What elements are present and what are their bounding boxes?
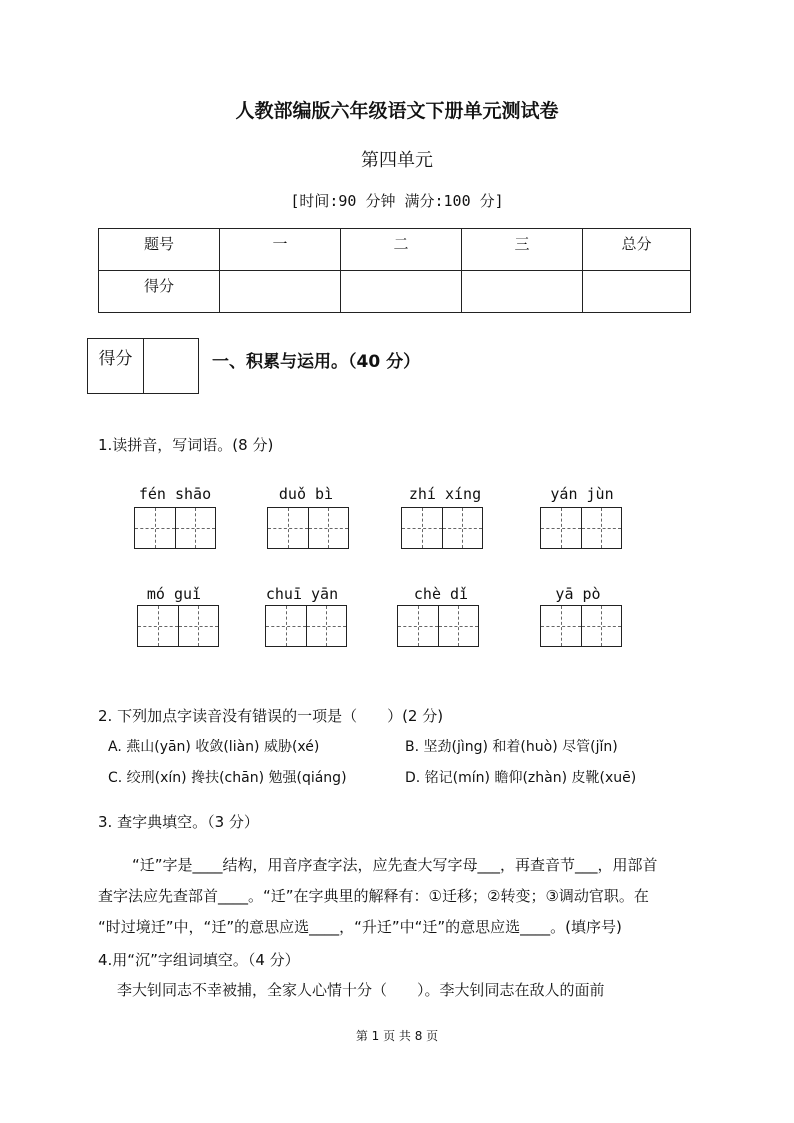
table-row: [99, 271, 691, 313]
question-3: 3. 查字典填空。（3 分）: [98, 813, 259, 831]
section-title: 一、积累与运用。（40 分）: [212, 352, 421, 372]
writing-grid[interactable]: [137, 605, 219, 647]
q3-line: “迁”字是____结构，用音序查字法，应先查大写字母___，再查音节___，用部首: [132, 856, 658, 874]
table-cell: 一: [220, 229, 341, 271]
option-d[interactable]: D. 铭记(mín) 瞻仰(zhàn) 皮靴(xuē): [405, 770, 637, 786]
section-score-label: 得分: [88, 339, 144, 393]
pinyin-label: yā pò: [555, 585, 601, 603]
page-number: 第 1 页 共 8 页: [355, 1029, 439, 1043]
option-c[interactable]: C. 绞刑(xín) 搀扶(chān) 勉强(qiáng): [108, 770, 347, 786]
writing-grid[interactable]: [540, 507, 622, 549]
question-4: 4.用“沉”字组词填空。（4 分）: [98, 951, 300, 969]
pinyin-label: fén shāo: [138, 485, 212, 503]
option-a[interactable]: A. 燕山(yān) 收敛(liàn) 威胁(xé): [108, 739, 320, 755]
q3-line: 查字法应先查部首____。“迁”在字典里的解释有：①迁移；②转变；③调动官职。在: [98, 887, 649, 905]
time-info: [时间:90 分钟 满分:100 分]: [290, 192, 504, 210]
question-1: 1.读拼音，写词语。(8 分): [98, 436, 274, 454]
pinyin-label: chè dǐ: [413, 585, 469, 603]
question-2: 2. 下列加点字读音没有错误的一项是（ ）(2 分): [98, 707, 444, 725]
table-cell: 得分: [99, 271, 220, 313]
pinyin-label: zhí xíng: [408, 485, 482, 503]
score-input-cell[interactable]: [462, 271, 583, 313]
score-table: [98, 228, 691, 313]
pinyin-label: yán jùn: [550, 485, 614, 503]
writing-grid[interactable]: [267, 507, 349, 549]
writing-grid[interactable]: [397, 605, 479, 647]
score-input-cell[interactable]: [220, 271, 341, 313]
q3-line: “时过境迁”中，“迁”的意思应选____，“升迁”中“迁”的意思应选____。(填序号): [98, 918, 622, 936]
writing-grid[interactable]: [265, 605, 347, 647]
writing-grid[interactable]: [134, 507, 216, 549]
option-b[interactable]: B. 坚劲(jìng) 和着(huò) 尽管(jǐn): [405, 739, 618, 755]
score-input-cell[interactable]: [583, 271, 691, 313]
pinyin-label: mó guǐ: [146, 585, 202, 603]
score-input-cell[interactable]: [341, 271, 462, 313]
unit-title: 第四单元: [361, 150, 433, 171]
q4-line: 李大钊同志不幸被捕，全家人心情十分（ ）。李大钊同志在敌人的面前: [117, 981, 605, 999]
table-row: [99, 229, 691, 271]
table-cell: 二: [341, 229, 462, 271]
writing-grid[interactable]: [540, 605, 622, 647]
table-cell: 题号: [99, 229, 220, 271]
pinyin-label: duǒ bì: [278, 485, 334, 503]
section-score-box: [87, 338, 199, 394]
paper-title: 人教部编版六年级语文下册单元测试卷: [235, 100, 559, 122]
table-cell: 三: [462, 229, 583, 271]
table-cell: 总分: [583, 229, 691, 271]
writing-grid[interactable]: [401, 507, 483, 549]
pinyin-label: chuī yān: [265, 585, 339, 603]
